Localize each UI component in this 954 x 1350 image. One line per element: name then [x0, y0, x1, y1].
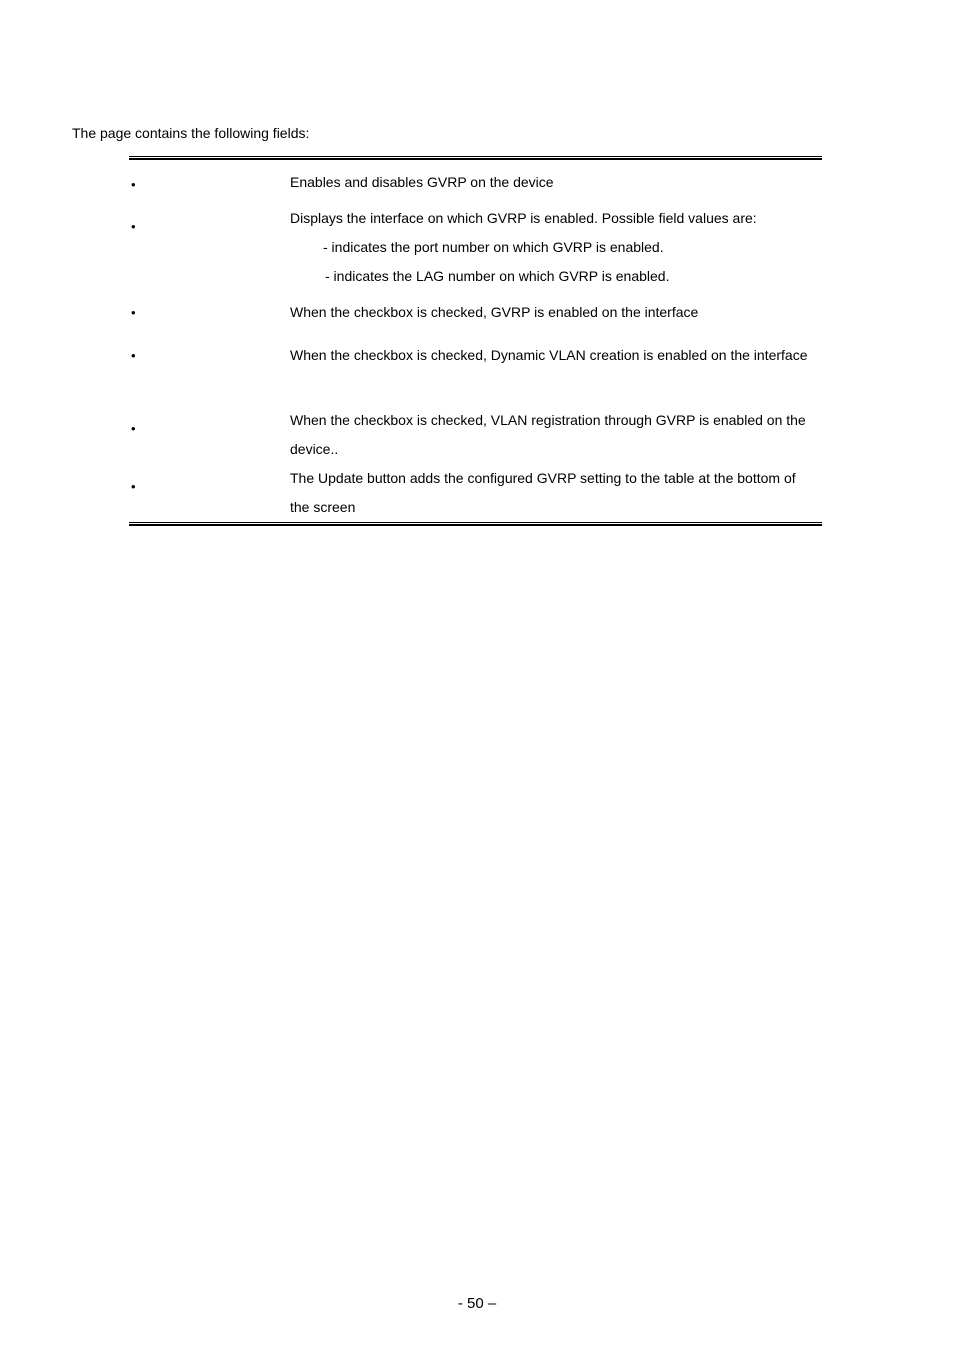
- row-2-lag-value: - indicates the LAG number on which GVRP is enabled.: [325, 268, 670, 284]
- row-5-description-cont: device..: [290, 441, 339, 457]
- row-4-description: When the checkbox is checked, Dynamic VLAN creation is enabled on the interface: [290, 347, 808, 363]
- row-6-bullet: •: [131, 479, 136, 494]
- table-top-rule: [129, 156, 822, 160]
- intro-text: The page contains the following fields:: [72, 125, 310, 141]
- page-number: - 50 –: [457, 1295, 497, 1312]
- row-6-description-cont: the screen: [290, 499, 356, 515]
- row-4-bullet: •: [131, 348, 136, 363]
- row-1-bullet: •: [131, 177, 136, 192]
- row-3-bullet: •: [131, 305, 136, 320]
- row-5-bullet: •: [131, 421, 136, 436]
- row-2-port-value: - indicates the port number on which GVRP is enabled.: [323, 239, 664, 255]
- row-2-description: Displays the interface on which GVRP is enabled. Possible field values are:: [290, 210, 757, 226]
- row-3-description: When the checkbox is checked, GVRP is enabled on the interface: [290, 304, 699, 320]
- row-5-description: When the checkbox is checked, VLAN registration through GVRP is enabled on the: [290, 412, 806, 428]
- table-bottom-rule: [129, 522, 822, 526]
- row-2-bullet: •: [131, 219, 136, 234]
- row-1-description: Enables and disables GVRP on the device: [290, 174, 554, 190]
- row-6-description: The Update button adds the configured GVRP setting to the table at the bottom of: [290, 470, 796, 486]
